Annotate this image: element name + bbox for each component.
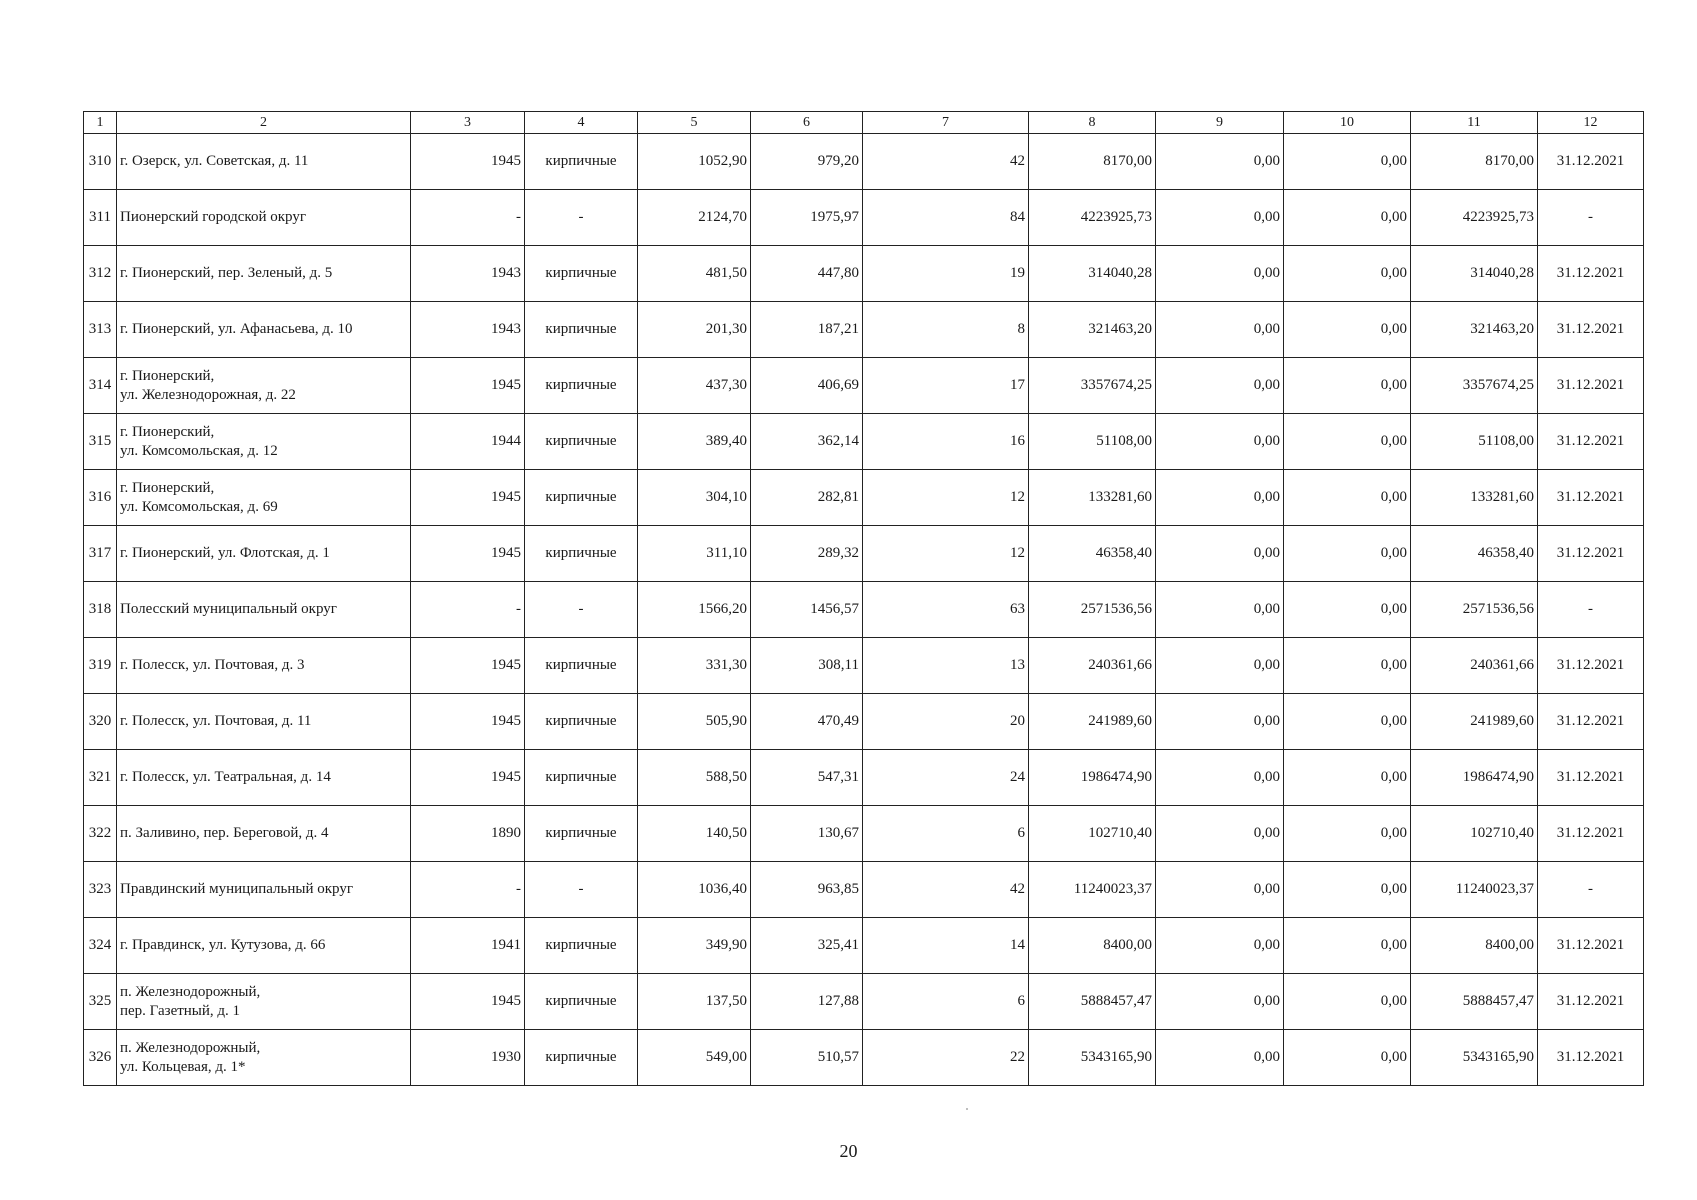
col8-cell: 240361,66 [1029,638,1156,694]
wall-material-cell: кирпичные [525,694,638,750]
address-cell [117,974,411,1030]
table-row [84,806,1644,862]
group-total-row [84,582,1644,638]
col5-cell: 311,10 [638,526,751,582]
col6-cell: 130,67 [751,806,863,862]
row-number-cell: 325 [84,974,117,1030]
col6-cell: 406,69 [751,358,863,414]
address-line: г. Пионерский, ул. Флотская, д. 1 [120,545,330,561]
col9-cell: 0,00 [1156,246,1284,302]
col5-cell: 481,50 [638,246,751,302]
completion-date-cell: - [1538,862,1644,918]
address-cell [117,582,411,638]
col8-cell: 321463,20 [1029,302,1156,358]
col8-cell: 8170,00 [1029,134,1156,190]
row-number-cell: 320 [84,694,117,750]
col5-cell: 304,10 [638,470,751,526]
col7-cell: 42 [863,134,1029,190]
col10-cell: 0,00 [1284,414,1411,470]
wall-material-cell: кирпичные [525,750,638,806]
wall-material-cell: - [525,862,638,918]
col6-cell: 963,85 [751,862,863,918]
column-number-row [84,112,1644,134]
col10-cell: 0,00 [1284,526,1411,582]
year-cell: 1943 [411,302,525,358]
address-line: г. Озерск, ул. Советская, д. 11 [120,153,309,169]
completion-date-cell: - [1538,582,1644,638]
col5-cell: 137,50 [638,974,751,1030]
col9-cell: 0,00 [1156,918,1284,974]
col9-cell: 0,00 [1156,134,1284,190]
col9-cell: 0,00 [1156,862,1284,918]
col5-cell: 1036,40 [638,862,751,918]
group-total-row [84,190,1644,246]
wall-material-cell: - [525,190,638,246]
year-cell: 1945 [411,750,525,806]
col10-cell: 0,00 [1284,302,1411,358]
col10-cell: 0,00 [1284,470,1411,526]
col7-cell: 13 [863,638,1029,694]
col6-cell: 127,88 [751,974,863,1030]
col5-cell: 349,90 [638,918,751,974]
column-number-12: 12 [1538,112,1644,134]
address-line: г. Пионерский, [120,367,215,384]
col8-cell: 1986474,90 [1029,750,1156,806]
address-cell [117,302,411,358]
row-number-cell: 323 [84,862,117,918]
address-cell [117,918,411,974]
table-row [84,974,1644,1030]
address-line: г. Полесск, ул. Почтовая, д. 11 [120,713,312,729]
col9-cell: 0,00 [1156,414,1284,470]
col10-cell: 0,00 [1284,694,1411,750]
col7-cell: 84 [863,190,1029,246]
col7-cell: 42 [863,862,1029,918]
table-row [84,750,1644,806]
col10-cell: 0,00 [1284,806,1411,862]
wall-material-cell: кирпичные [525,302,638,358]
wall-material-cell: кирпичные [525,1030,638,1086]
row-number-cell: 326 [84,1030,117,1086]
address-cell [117,526,411,582]
completion-date-cell: 31.12.2021 [1538,638,1644,694]
row-number-cell: 319 [84,638,117,694]
col11-cell: 314040,28 [1411,246,1538,302]
address-line: Полесский муниципальный округ [120,601,337,617]
col6-cell: 187,21 [751,302,863,358]
completion-date-cell: 31.12.2021 [1538,246,1644,302]
col11-cell: 321463,20 [1411,302,1538,358]
col5-cell: 1052,90 [638,134,751,190]
col10-cell: 0,00 [1284,190,1411,246]
address-cell [117,414,411,470]
row-number-cell: 313 [84,302,117,358]
col5-cell: 505,90 [638,694,751,750]
address-line: п. Железнодорожный, [120,1039,261,1056]
address-line: г. Правдинск, ул. Кутузова, д. 66 [120,937,326,953]
col5-cell: 331,30 [638,638,751,694]
column-number-2: 2 [117,112,411,134]
table-row [84,246,1644,302]
wall-material-cell: кирпичные [525,974,638,1030]
year-cell: 1945 [411,694,525,750]
table-body [84,134,1644,1086]
address-cell [117,1030,411,1086]
completion-date-cell: 31.12.2021 [1538,806,1644,862]
col9-cell: 0,00 [1156,1030,1284,1086]
col6-cell: 308,11 [751,638,863,694]
col5-cell: 201,30 [638,302,751,358]
address-line: п. Заливино, пер. Береговой, д. 4 [120,825,329,841]
col11-cell: 133281,60 [1411,470,1538,526]
col10-cell: 0,00 [1284,638,1411,694]
wall-material-cell: кирпичные [525,246,638,302]
column-number-7: 7 [863,112,1029,134]
col10-cell: 0,00 [1284,246,1411,302]
col11-cell: 8170,00 [1411,134,1538,190]
col6-cell: 470,49 [751,694,863,750]
address-line: г. Полесск, ул. Театральная, д. 14 [120,769,331,785]
col11-cell: 4223925,73 [1411,190,1538,246]
col11-cell: 5888457,47 [1411,974,1538,1030]
row-number-cell: 312 [84,246,117,302]
row-number-cell: 321 [84,750,117,806]
completion-date-cell: 31.12.2021 [1538,470,1644,526]
col9-cell: 0,00 [1156,526,1284,582]
col6-cell: 289,32 [751,526,863,582]
col8-cell: 5888457,47 [1029,974,1156,1030]
col8-cell: 133281,60 [1029,470,1156,526]
address-cell [117,470,411,526]
row-number-cell: 317 [84,526,117,582]
table-row [84,694,1644,750]
row-number-cell: 322 [84,806,117,862]
col8-cell: 4223925,73 [1029,190,1156,246]
column-number-11: 11 [1411,112,1538,134]
col7-cell: 16 [863,414,1029,470]
address-line: Пионерский городской округ [120,209,306,225]
col11-cell: 8400,00 [1411,918,1538,974]
col11-cell: 2571536,56 [1411,582,1538,638]
completion-date-cell: 31.12.2021 [1538,526,1644,582]
address-cell [117,638,411,694]
year-cell: - [411,582,525,638]
col10-cell: 0,00 [1284,918,1411,974]
col10-cell: 0,00 [1284,750,1411,806]
col11-cell: 51108,00 [1411,414,1538,470]
col8-cell: 3357674,25 [1029,358,1156,414]
col9-cell: 0,00 [1156,806,1284,862]
address-line: г. Пионерский, ул. Афанасьева, д. 10 [120,321,353,337]
col9-cell: 0,00 [1156,190,1284,246]
row-number-cell: 318 [84,582,117,638]
row-number-cell: 311 [84,190,117,246]
year-cell: - [411,862,525,918]
col9-cell: 0,00 [1156,638,1284,694]
address-cell [117,750,411,806]
col11-cell: 3357674,25 [1411,358,1538,414]
column-number-5: 5 [638,112,751,134]
address-line: г. Пионерский, пер. Зеленый, д. 5 [120,265,333,281]
address-line: пер. Газетный, д. 1 [120,1002,241,1019]
completion-date-cell: 31.12.2021 [1538,358,1644,414]
address-cell [117,134,411,190]
address-cell [117,358,411,414]
year-cell: 1930 [411,1030,525,1086]
col9-cell: 0,00 [1156,358,1284,414]
col7-cell: 24 [863,750,1029,806]
col9-cell: 0,00 [1156,302,1284,358]
address-cell [117,190,411,246]
year-cell: 1945 [411,974,525,1030]
col7-cell: 63 [863,582,1029,638]
col7-cell: 17 [863,358,1029,414]
address-line: ул. Комсомольская, д. 69 [120,498,278,515]
table-row [84,302,1644,358]
col7-cell: 12 [863,526,1029,582]
col7-cell: 6 [863,974,1029,1030]
address-line: г. Пионерский, [120,423,215,440]
col11-cell: 241989,60 [1411,694,1538,750]
col6-cell: 362,14 [751,414,863,470]
col8-cell: 102710,40 [1029,806,1156,862]
col10-cell: 0,00 [1284,974,1411,1030]
completion-date-cell: 31.12.2021 [1538,302,1644,358]
wall-material-cell: - [525,582,638,638]
col5-cell: 437,30 [638,358,751,414]
table-row [84,134,1644,190]
col7-cell: 22 [863,1030,1029,1086]
completion-date-cell: 31.12.2021 [1538,1030,1644,1086]
year-cell: 1944 [411,414,525,470]
row-number-cell: 316 [84,470,117,526]
col9-cell: 0,00 [1156,694,1284,750]
col11-cell: 11240023,37 [1411,862,1538,918]
year-cell: 1945 [411,470,525,526]
col6-cell: 1975,97 [751,190,863,246]
completion-date-cell: 31.12.2021 [1538,974,1644,1030]
col7-cell: 19 [863,246,1029,302]
address-line: ул. Комсомольская, д. 12 [120,442,278,459]
col6-cell: 979,20 [751,134,863,190]
scan-dust-mark [966,1108,968,1110]
address-line: ул. Железнодорожная, д. 22 [120,386,296,403]
column-number-9: 9 [1156,112,1284,134]
wall-material-cell: кирпичные [525,134,638,190]
year-cell: 1945 [411,134,525,190]
column-number-1: 1 [84,112,117,134]
col11-cell: 5343165,90 [1411,1030,1538,1086]
col7-cell: 20 [863,694,1029,750]
col11-cell: 102710,40 [1411,806,1538,862]
col10-cell: 0,00 [1284,358,1411,414]
row-number-cell: 324 [84,918,117,974]
col9-cell: 0,00 [1156,470,1284,526]
col5-cell: 549,00 [638,1030,751,1086]
completion-date-cell: 31.12.2021 [1538,414,1644,470]
address-line: п. Железнодорожный, [120,983,261,1000]
col10-cell: 0,00 [1284,862,1411,918]
address-cell [117,806,411,862]
col10-cell: 0,00 [1284,134,1411,190]
year-cell: 1945 [411,358,525,414]
wall-material-cell: кирпичные [525,358,638,414]
column-number-8: 8 [1029,112,1156,134]
col5-cell: 389,40 [638,414,751,470]
completion-date-cell: 31.12.2021 [1538,694,1644,750]
column-number-3: 3 [411,112,525,134]
col6-cell: 447,80 [751,246,863,302]
completion-date-cell: 31.12.2021 [1538,750,1644,806]
col8-cell: 241989,60 [1029,694,1156,750]
wall-material-cell: кирпичные [525,470,638,526]
completion-date-cell: 31.12.2021 [1538,134,1644,190]
table-row [84,358,1644,414]
col7-cell: 12 [863,470,1029,526]
col7-cell: 6 [863,806,1029,862]
column-number-4: 4 [525,112,638,134]
wall-material-cell: кирпичные [525,918,638,974]
col6-cell: 1456,57 [751,582,863,638]
col8-cell: 2571536,56 [1029,582,1156,638]
address-line: ул. Кольцевая, д. 1* [120,1058,246,1075]
column-number-header [84,112,1644,134]
col10-cell: 0,00 [1284,1030,1411,1086]
column-number-10: 10 [1284,112,1411,134]
wall-material-cell: кирпичные [525,414,638,470]
col7-cell: 8 [863,302,1029,358]
col11-cell: 46358,40 [1411,526,1538,582]
year-cell: 1943 [411,246,525,302]
col8-cell: 11240023,37 [1029,862,1156,918]
wall-material-cell: кирпичные [525,638,638,694]
col6-cell: 282,81 [751,470,863,526]
col9-cell: 0,00 [1156,582,1284,638]
col7-cell: 14 [863,918,1029,974]
page-number: 20 [839,1141,858,1161]
col6-cell: 325,41 [751,918,863,974]
table-row [84,638,1644,694]
column-number-6: 6 [751,112,863,134]
year-cell: 1890 [411,806,525,862]
col8-cell: 5343165,90 [1029,1030,1156,1086]
year-cell: 1945 [411,638,525,694]
address-cell [117,246,411,302]
table-row [84,526,1644,582]
table-row [84,1030,1644,1086]
wall-material-cell: кирпичные [525,526,638,582]
year-cell: 1945 [411,526,525,582]
col11-cell: 1986474,90 [1411,750,1538,806]
col5-cell: 588,50 [638,750,751,806]
col6-cell: 510,57 [751,1030,863,1086]
col10-cell: 0,00 [1284,582,1411,638]
col5-cell: 2124,70 [638,190,751,246]
address-line: г. Пионерский, [120,479,215,496]
address-line: Правдинский муниципальный округ [120,881,354,897]
completion-date-cell: 31.12.2021 [1538,918,1644,974]
table-row [84,918,1644,974]
table-row [84,470,1644,526]
col9-cell: 0,00 [1156,750,1284,806]
table-row [84,414,1644,470]
col5-cell: 1566,20 [638,582,751,638]
col11-cell: 240361,66 [1411,638,1538,694]
year-cell: - [411,190,525,246]
col8-cell: 51108,00 [1029,414,1156,470]
address-cell [117,862,411,918]
row-number-cell: 310 [84,134,117,190]
row-number-cell: 315 [84,414,117,470]
housing-register-table [83,111,1644,1086]
col8-cell: 46358,40 [1029,526,1156,582]
col9-cell: 0,00 [1156,974,1284,1030]
year-cell: 1941 [411,918,525,974]
group-total-row [84,862,1644,918]
col6-cell: 547,31 [751,750,863,806]
address-cell [117,694,411,750]
address-line: г. Полесск, ул. Почтовая, д. 3 [120,657,305,673]
completion-date-cell: - [1538,190,1644,246]
col5-cell: 140,50 [638,806,751,862]
wall-material-cell: кирпичные [525,806,638,862]
col8-cell: 314040,28 [1029,246,1156,302]
col8-cell: 8400,00 [1029,918,1156,974]
row-number-cell: 314 [84,358,117,414]
